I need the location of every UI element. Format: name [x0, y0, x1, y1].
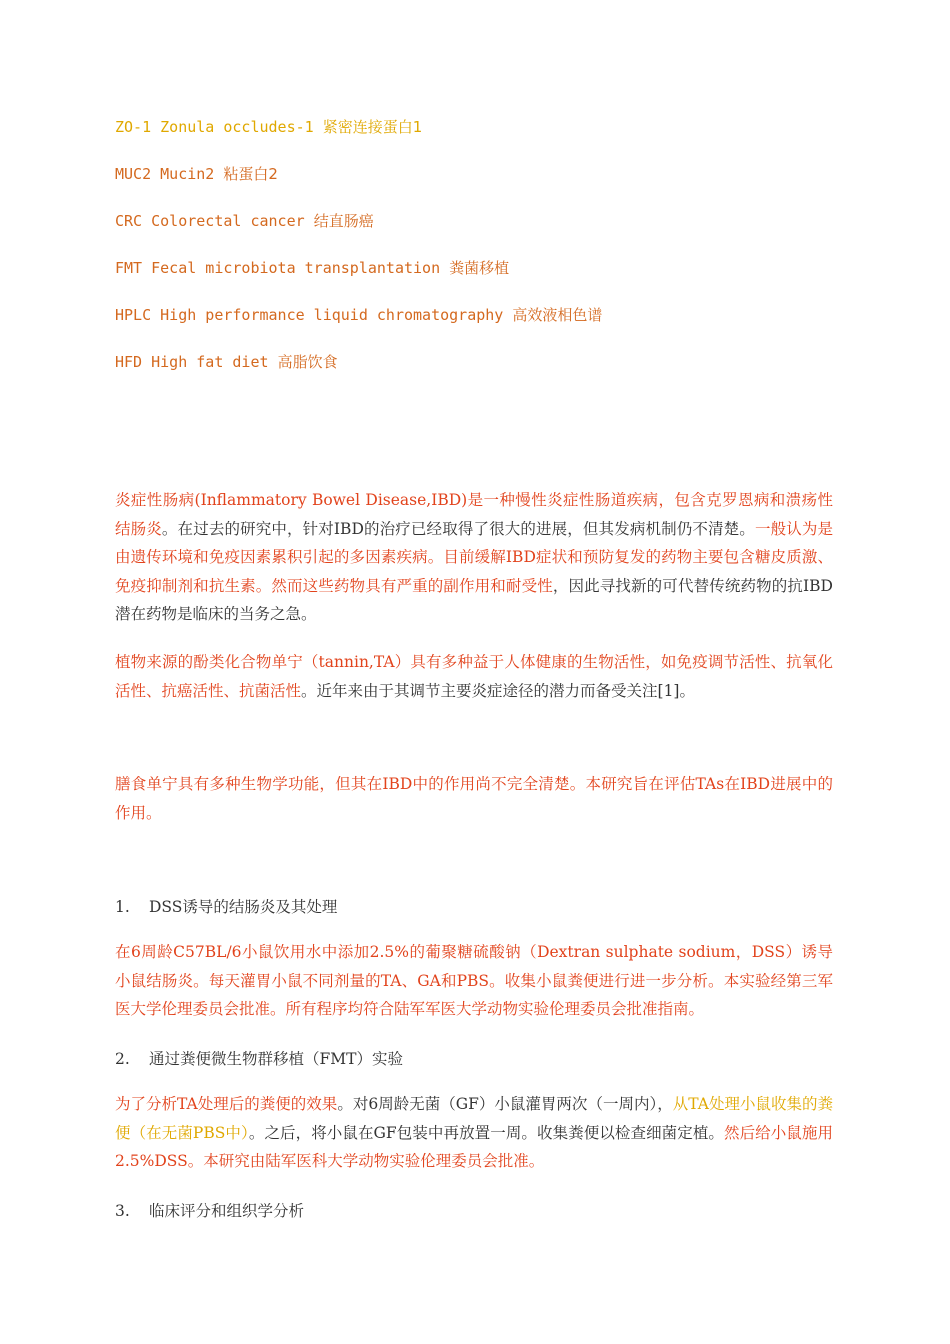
body-text: 。之后，将小鼠在GF包装中再放置一周。收集粪便以检查细菌定植。 [248, 1123, 724, 1142]
abbr-chinese: 粘蛋白2 [223, 165, 278, 183]
section-heading-3 [115, 1199, 304, 1221]
highlighted-text: 植物来源的酚类化合物单宁（tannin,TA）具有多种益于人体健康的生物活性，如免疫调节活性、抗氧化活性、抗癌活性、抗菌活性 [115, 653, 833, 700]
abbr-term: ZO-1 [115, 118, 152, 136]
abbr-full: Fecal microbiota transplantation [151, 259, 441, 277]
highlighted-text: 为了分析TA处理后的粪便的效果 [115, 1095, 338, 1113]
abbr-term: CRC [115, 212, 143, 230]
abbr-full: High fat diet [151, 353, 269, 371]
section-title: DSS诱导的结肠炎及其处理 [149, 898, 338, 916]
section-title: 通过粪便微生物群移植（FMT）实验 [149, 1050, 403, 1068]
highlighted-text: 一般认为是由遗传环境和免疫因素累积引起的多因素疾病。目前缓解IBD症状和预防复发的药物主要包含糖皮质激、免疫抑制剂和抗生素。然而这些药物具有严重的副作用和耐受性 [115, 519, 833, 595]
body-text: 。近年来由于其调节主要炎症途径的潜力而备受关注[1]。 [301, 681, 695, 700]
body-text: 。在过去的研究中，针对IBD的治疗已经取得了很大的进展，但其发病机制仍不清楚。 [161, 519, 755, 538]
abbreviation-line [115, 257, 509, 278]
section-heading-2 [115, 1047, 403, 1069]
highlighted-text: 然后给小鼠施用2.5%DSS。本研究由陆军医科大学动物实验伦理委员会批准。 [115, 1123, 833, 1170]
abbreviation-line [115, 116, 422, 137]
intro-paragraph-2 [115, 648, 833, 705]
abbr-term: FMT [115, 259, 143, 277]
abbreviation-line [115, 163, 278, 184]
abbr-full: High performance liquid chromatography [160, 306, 504, 324]
abbr-term: HPLC [115, 306, 152, 324]
intro-paragraph-3: 膳食单宁具有多种生物学功能，但其在IBD中的作用尚不完全清楚。本研究旨在评估TAs在IBD进展中的作用。 [115, 775, 833, 822]
highlighted-text-gold: 从TA处理小鼠收集的粪便（在无菌PBS中） [115, 1095, 834, 1142]
body-text: 。对6周龄无菌（GF）小鼠灌胃两次（一周内）， [337, 1095, 673, 1113]
abbr-full: Mucin2 [160, 165, 215, 183]
section-heading-1 [115, 895, 337, 917]
highlighted-text: 炎症性肠病(Inflammatory Bowel Disease,IBD)是一种慢性炎症性肠道疾病，包含克罗恩病和溃疡性结肠炎 [115, 491, 833, 538]
abbr-term: HFD [115, 353, 143, 371]
section-number: 2. [115, 1050, 130, 1068]
intro-paragraph-1 [115, 486, 833, 629]
abbreviation-line [115, 351, 338, 372]
abbr-chinese: 高脂饮食 [277, 353, 338, 371]
abbr-chinese: 结直肠癌 [313, 212, 374, 230]
methods-paragraph-1: 在6周龄C57BL/6小鼠饮用水中添加2.5%的葡聚糖硫酸钠（Dextran sulphate sodium，DSS）诱导小鼠结肠炎。每天灌胃小鼠不同剂量的TA、GA和PBS。收集小鼠粪便进行进一步分析。本实验经第三军医大学伦理委员会批准。所有程序均符合陆军军医大学动物实验伦理委员会批准指南。 [115, 943, 833, 1018]
section-number: 1. [115, 898, 130, 916]
abbr-full: Zonula occludes-1 [160, 118, 314, 136]
abbr-chinese: 紧密连接蛋白1 [322, 118, 423, 136]
methods-paragraph-2 [115, 1090, 833, 1176]
abbr-full: Colorectal cancer [151, 212, 305, 230]
abbreviation-line [115, 210, 374, 231]
abbr-chinese: 高效液相色谱 [512, 306, 603, 324]
section-title: 临床评分和组织学分析 [149, 1202, 305, 1220]
abbr-term: MUC2 [115, 165, 152, 183]
abbr-chinese: 粪菌移植 [449, 259, 510, 277]
section-number: 3. [115, 1202, 130, 1220]
abbreviation-line [115, 304, 602, 325]
body-text: ，因此寻找新的可代替传统药物的抗IBD潜在药物是临床的当务之急。 [115, 576, 833, 623]
